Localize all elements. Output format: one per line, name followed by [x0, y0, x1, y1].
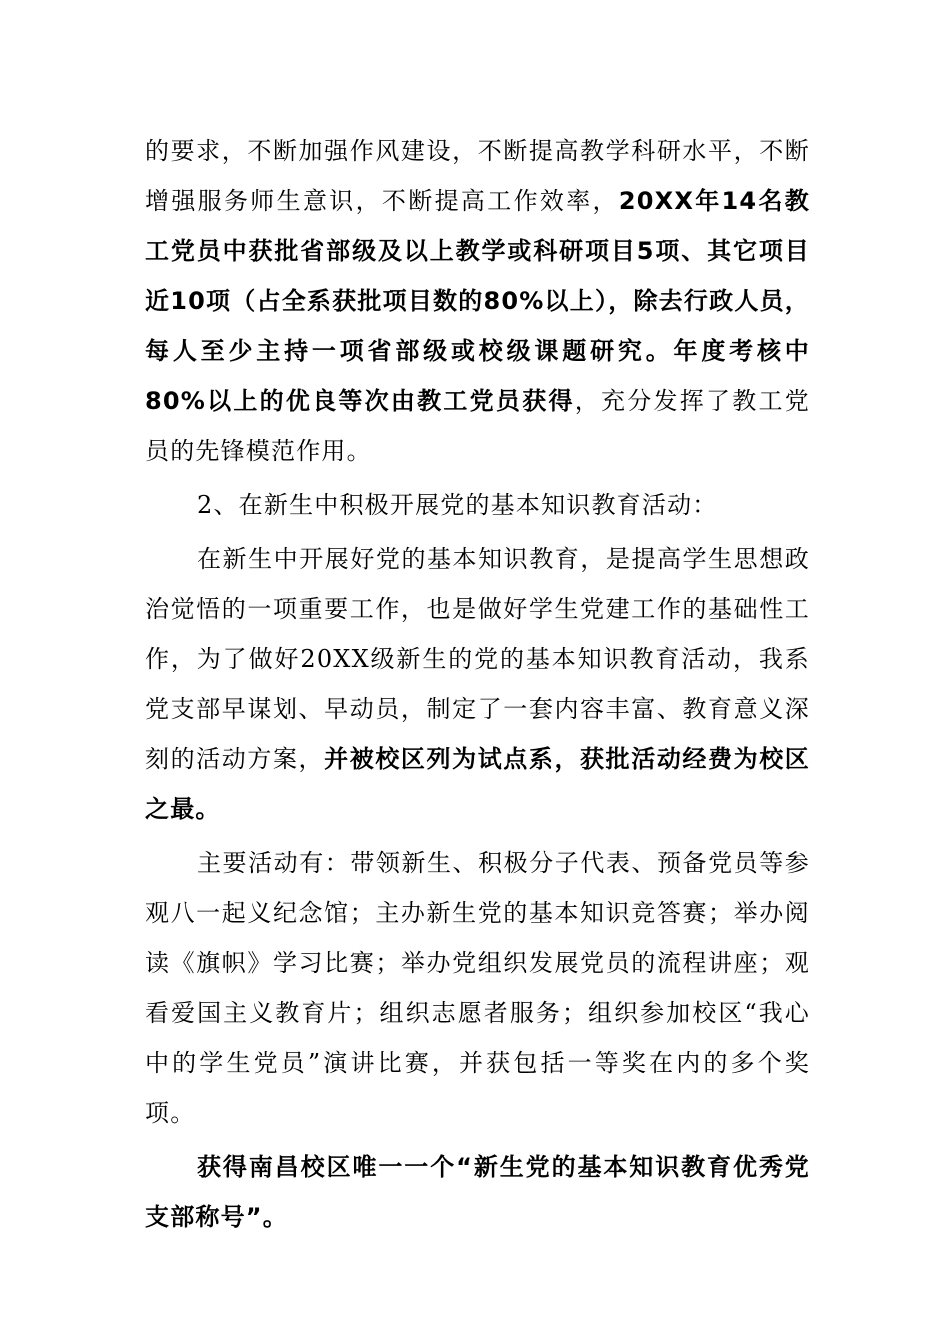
text-run: 的要求，不断加强作风建设，不断提高教学科研水平，不断增强服务师生意识，不断提高工作效率，	[145, 137, 810, 215]
document-body	[145, 126, 810, 1242]
text-run: 2、在新生中积极开展党的基本知识教育活动：	[197, 491, 718, 519]
text-run-bold: 获得南昌校区唯一一个“新生党的基本知识教育优秀党支部称号”。	[145, 1153, 810, 1231]
paragraph-party-member-achievements	[145, 126, 810, 476]
text-run-bold: 并被校区列为试点系，获批活动经费为校区之最。	[145, 745, 810, 823]
text-run: 在新生中开展好党的基本知识教育，是提高学生思想政治觉悟的一项重要工作，也是做好学生党建工作的基础性工作，为了做好20XX级新生的党的基本知识教育活动，我系党支部早谋划、早动员，制定了一套内容丰富、教育意义深刻的活动方案，	[145, 545, 810, 773]
paragraph-education-plan	[145, 534, 810, 834]
text-run: ，充分发挥了教工党员的先锋模范作用。	[145, 387, 810, 465]
text-run: 主要活动有：带领新生、积极分子代表、预备党员等参观八一起义纪念馆；主办新生党的基本知识竞答赛；举办阅读《旗帜》学习比赛；举办党组织发展党员的流程讲座；观看爱国主义教育片；组织志愿者服务；组织参加校区“我心中的学生党员”演讲比赛，并获包括一等奖在内的多个奖项。	[145, 849, 810, 1127]
text-run-bold: 20XX年14名教工党员中获批省部级及以上教学或科研项目5项、其它项目近10项（占全系获批项目数的80%以上），除去行政人员，每人至少主持一项省部级或校级课题研究。年度考核中80%以上的优良等次由教工党员获得	[145, 187, 810, 415]
section-heading-new-student-education	[145, 480, 810, 530]
paragraph-award	[145, 1142, 810, 1242]
paragraph-main-activities	[145, 838, 810, 1138]
